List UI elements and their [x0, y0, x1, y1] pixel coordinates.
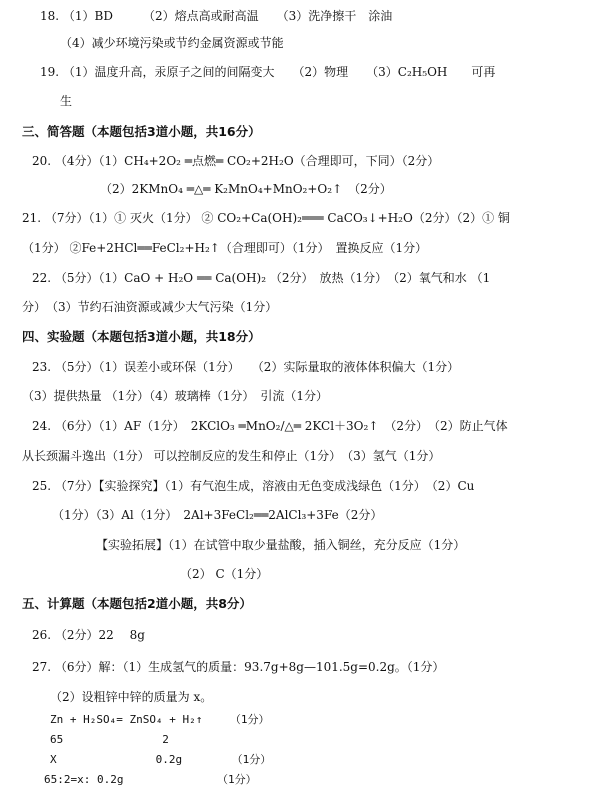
answer-27-equation: Zn + H₂SO₄= ZnSO₄ + H₂↑ （1分） — [50, 713, 270, 726]
answer-27-unknowns: X 0.2g （1分） — [50, 753, 272, 766]
answer-19-line-1: 19. （1）温度升高，汞原子之间的间隔变大 （2）物理 （3）C₂H₅OH 可再 — [40, 65, 496, 79]
answer-23-line-2: （3）提供热量 （1分）（4）玻璃棒（1分） 引流（1分） — [22, 389, 328, 403]
answer-25-extension-line-2: （2） C（1分） — [180, 567, 269, 581]
section-4-heading: 四、实验题（本题包括3道小题，共18分） — [22, 329, 261, 344]
answer-22-line-2: 分） （3）节约石油资源或减少大气污染（1分） — [22, 300, 278, 314]
answer-25-extension-line-1: 【实验拓展】（1）在试管中取少量盐酸，插入铜丝，充分反应（1分） — [96, 538, 466, 552]
answer-23-line-1: 23. （5分）（1）误差小或环保（1分） （2）实际量取的液体体积偏大（1分） — [32, 360, 460, 374]
answer-24-line-1: 24. （6分）（1）AF（1分） 2KClO₃ ═MnO₂/△═ 2KCl＋3O₂↑ （2分） （2）防止气体 — [32, 419, 508, 433]
answer-25-line-2: （1分）（3）Al（1分） 2Al+3FeCl₂══2AlCl₃+3Fe（2分） — [52, 508, 383, 522]
answer-20-line-1: 20. （4分）（1）CH₄+2O₂ ═点燃═ CO₂+2H₂O（合理即可，下同）（2分） — [32, 154, 440, 168]
answer-27-ratio-values: 65 2 — [50, 733, 169, 746]
answer-25-line-1: 25. （7分）【实验探究】（1）有气泡生成，溶液由无色变成浅绿色（1分） （2）Cu — [32, 479, 475, 493]
section-3-heading: 三、简答题（本题包括3道小题，共16分） — [22, 124, 261, 139]
answer-24-line-2: 从长颈漏斗逸出（1分） 可以控制反应的发生和停止（1分） （3）氢气（1分） — [22, 449, 441, 463]
answer-20-line-2: （2）2KMnO₄ ═△═ K₂MnO₄+MnO₂+O₂↑ （2分） — [100, 182, 392, 196]
answer-21-line-1: 21. （7分）（1）① 灭火（1分） ② CO₂+Ca(OH)₂═══ CaCO₃↓+H₂O（2分）（2）① 铜 — [22, 211, 510, 225]
section-5-heading: 五、计算题（本题包括2道小题，共8分） — [22, 596, 252, 611]
answer-18-line-2: （4）减少环境污染或节约金属资源或节能 — [60, 36, 284, 50]
answer-21-line-2: （1分） ②Fe+2HCl══FeCl₂+H₂↑（合理即可）（1分） 置换反应（1分） — [22, 241, 428, 255]
answer-19-line-2: 生 — [60, 94, 73, 108]
answer-26: 26. （2分）22 8g — [32, 628, 145, 642]
answer-27-line-1: 27. （6分）解：（1）生成氢气的质量：93.7g+8g—101.5g=0.2g。（1分） — [32, 660, 445, 674]
answer-27-line-2: （2）设粗锌中锌的质量为 x。 — [50, 690, 213, 704]
answer-18-line-1: 18. （1）BD （2）熔点高或耐高温 （3）洗净擦干 涂油 — [40, 9, 393, 23]
answer-22-line-1: 22. （5分）（1）CaO + H₂O ══ Ca(OH)₂ （2分） 放热（1分） （2）氧气和水 （1 — [32, 271, 491, 285]
answer-27-proportion: 65:2=x: 0.2g （1分） — [44, 773, 257, 786]
